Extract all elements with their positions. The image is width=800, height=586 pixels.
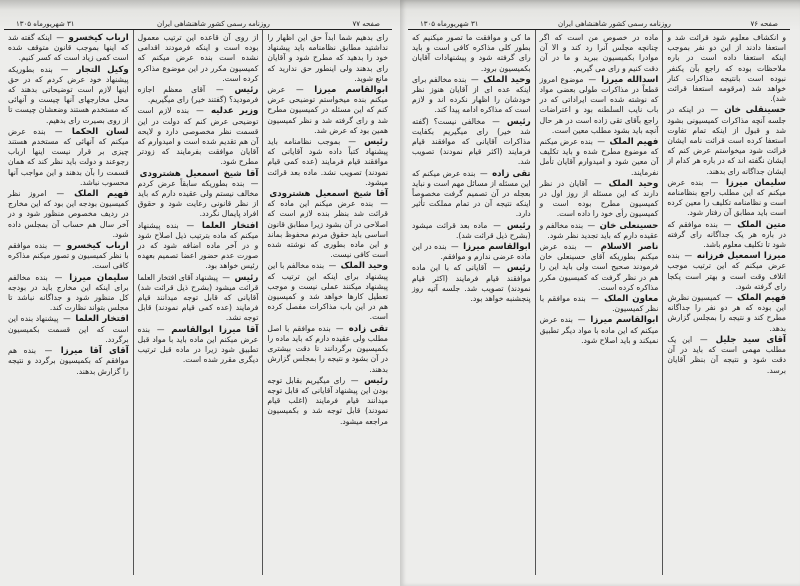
speech-text: پیشنهاد آقای افتخار العلما قرائت میشود (بشرح ذیل قرائت شد) آقایانی که قابل توجه میدانند قیام فرمایند (عده کمی قیام نمودند) قابل توجه نشد. [137, 272, 259, 323]
speech-text: و انکشاف معلوم شود قرائت شد و استعفا دادند از این دو نفر بموجب اینکه استعفا داده است در باره ملاحظات بوده که راجع بآن یکنفر نبوده است بانتیجه مذاکرات کنار خواهد شد (مرقومه استعفا قرائت شد). [667, 33, 786, 104]
speech-text: بنده عرض میکنم که این ترتیب موجب اتلاف وقت است و بهتر است یکجا رای گرفته شود. [667, 251, 786, 291]
issue-date: ۳۱ شهریورماه ۱۳۰۵ [16, 20, 75, 28]
speech-text: رای میگیریم بقابل توجه بودن این پیشنهاد آقایانی که قابل توجه میدانند قیام فرمایند (اغلب قیام نمودند) قابل توجه شد و بکمیسیون مراجعه میشود. [267, 375, 388, 426]
speaker-name: رئیس [234, 272, 259, 283]
speaker-name: فهیم الملک [737, 293, 786, 304]
speech-text: بنده بطوریکه پیشنهاد خود عرض کردم که در حق اینها لازم است توضیحاتی بدهند که محل مخارجهای آنها چیست و آنهائی که مستخدم هستند وضعشان چیست تا از روی بصیرت رای بدهیم. [7, 64, 129, 125]
speech-block [138, 85, 259, 105]
speech-block [267, 85, 388, 136]
speaker-name: وحید الملک [340, 261, 388, 272]
dash-separator: — [587, 294, 603, 304]
dash-separator: — [53, 33, 67, 42]
speech-text: بنده موافقم با نظر کمیسیون. [539, 294, 659, 314]
speaker-name: فهیم الملک [609, 137, 659, 148]
speech-text: موضوع امروز قطعاً در مذاکرات طولی بعضی مواد که نوشته شده است ایراداتی که در باب نایب السلطنه بود و اعتراضات راجع بآقای تقی زاده است در هر حال آنچه باید بشود مطلب معین است. [539, 74, 659, 135]
speaker-name: حسینقلی خان [724, 105, 786, 116]
speech-block [138, 169, 259, 220]
speaker-name: وحید الملک [608, 178, 659, 189]
dash-separator: — [488, 263, 505, 273]
speech-text: بنده مخالفم برای اینکه عده ای از آقایان هنوز نظر خودشان را اظهار نکرده اند و لازم است که مذاکره ادامه پیدا کند. [411, 74, 531, 115]
dash-separator: — [375, 199, 388, 209]
speech-block [267, 376, 388, 427]
speech-text: بنده عرض میکنم که این ماده با مواد دیگر تطبیق نمیکند و باید اصلاح شود. [539, 315, 659, 345]
page-number: صفحه ۷۶ [750, 20, 778, 28]
speaker-name: تقی زاده [492, 168, 531, 179]
speech-text: بنده بطوریکه سابقاً عرض کردم مخالف نیستم ولی عقیده دارم که باید از نظر قانونی رعایت شود و حقوق افراد پایمال نگردد. [137, 178, 259, 219]
speaker-name: وکیل التجار [76, 64, 129, 75]
speech-block [540, 179, 659, 220]
speech-text: بنده موافقم با نظر کمیسیون و تصور میکنم مذاکره کافی است. [7, 241, 129, 271]
speech-block [667, 178, 786, 219]
speaker-name: افتخار العلما [75, 314, 129, 325]
newspaper-title: روزنامه رسمی کشور شاهنشاهی ایران [157, 20, 270, 28]
dash-separator: — [152, 324, 170, 334]
text-column [662, 30, 790, 575]
speech-block [138, 33, 259, 84]
speaker-name: ارباب کیخسرو [68, 33, 129, 43]
speech-text: ماده بعد قرائت میشود (بشرح ذیل قرائت شد). [411, 220, 531, 240]
speaker-name: متین الملک [737, 219, 786, 230]
dash-separator: — [477, 168, 491, 178]
speech-block [8, 65, 129, 126]
speech-block [267, 189, 388, 260]
speech-block [667, 293, 786, 334]
speaker-name: لسان الحکما [71, 126, 129, 137]
speech-block [540, 315, 659, 346]
speaker-name: وحید الملک [483, 74, 531, 85]
speech-block [8, 241, 129, 272]
dash-separator: — [60, 314, 74, 324]
dash-separator: — [180, 220, 200, 230]
speech-text: ما کی و موافقت ما تصور میکنیم که بطور کلی مذاکره کافی است و باید رای گرفته شود و پیشنهادات آقایان بکمیسیون برود. [411, 33, 531, 73]
speech-block [540, 242, 659, 293]
speech-text: بنده موافقم که در باره هر یک جداگانه رای گرفته شود تا تکلیف معلوم باشد. [667, 219, 786, 250]
speech-text: از روی آن قاعده این ترتیب معمول بوده است و اینکه فرمودند اقدامی نشده است بنده عرض میکنم که کمیسیون مکرر در این موضوع مذاکره کرده است. [137, 33, 259, 83]
speech-text: بنده در این ماده عرضی ندارم و موافقم. [411, 242, 531, 262]
speech-text: اینکه گفته شد که اینها بموجب قانون متوقف شده است کمی زیاد است که کسر کنیم. [7, 33, 129, 63]
speech-text: آقایان در نظر دارند که این مسئله از روز اول در کمیسیون مطرح بوده است و کمیسیون رأی خود را داده است. [539, 178, 659, 219]
dash-separator: — [489, 220, 505, 230]
speech-block [138, 325, 259, 366]
speaker-name: آقا شیخ اسمعیل هشترودی [269, 189, 388, 200]
speaker-name: سلیمان میرزا [69, 272, 129, 283]
dash-separator: — [54, 64, 75, 74]
speech-text: آقایانی که با این ماده موافقند قیام فرمایند (اکثر قیام نمودند) تصویب شد. جلسه آتیه روز پنجشنبه خواهد بود. [411, 263, 531, 304]
speech-block [412, 33, 531, 74]
speech-text: آقای معظم اجازه فرمودید؟ (گفتند خیر) رای میگیریم. [137, 85, 259, 105]
speech-text: بنده پیشنهاد میکنم که ماده بترتیب ذیل اصلاح شود و در آخر ماده اضافه شود که در صورت عدم حضور اعضا تصمیم بعهده رئیس خواهد بود. [137, 220, 259, 271]
dash-separator: — [578, 242, 599, 252]
speech-block [540, 221, 659, 241]
speech-block [667, 220, 786, 251]
dash-separator: — [219, 272, 233, 282]
issue-date: ۳۱ شهریورماه ۱۳۰۵ [420, 20, 479, 28]
speech-block [667, 33, 786, 104]
speech-block [8, 273, 129, 314]
dash-separator: — [49, 241, 65, 251]
speech-block [540, 137, 659, 178]
columns [4, 30, 392, 575]
speech-block [540, 294, 659, 314]
dash-separator: — [589, 178, 607, 188]
text-column [262, 30, 392, 575]
speech-text: مخالفی نیست؟ (گفته شد خیر) رای میگیریم بکفایت مذاکرات آقایانی که موافقند قیام فرمایند (اکثر قیام نمودند) تصویب شد. [411, 116, 531, 167]
speaker-name: تقی زاده [348, 323, 388, 334]
dash-separator: — [705, 177, 724, 187]
dash-separator: — [246, 178, 259, 188]
newspaper-title: روزنامه رسمی کشور شاهنشاهی ایران [558, 20, 671, 28]
speech-block [267, 33, 388, 84]
speech-text: در اینکه در جلسه آنچه مذاکرات کمیسیونی بشود شد و قبول از اینکه تمام تفاوت استعفا کرده است قرائت نامه ایشان قرائت شود میخواستم عرض کنم که ایشان نگفته اند که در باره هر کدام از ایشان جداگانه رای بدهند. [667, 105, 786, 176]
dash-separator: — [287, 85, 313, 95]
dash-separator: — [342, 137, 363, 147]
speech-text: بموجب نظامنامه باید پیشنهاد کتباً داده شود آقایانی که موافقند قیام فرمایند (عده کمی قیام نمودند) تصویب نشد. ماده بعد قرائت میشود. [267, 137, 388, 187]
dash-separator: — [719, 219, 736, 229]
speech-block [8, 189, 129, 240]
speech-block [412, 117, 531, 168]
speech-text: عرض میکنم بنده میخواستم توضیحی عرض کنم که این مسئله در کمیسیون مطرح شد و رای گرفته شد و نظر کمیسیون همین بود که عرض شد. [267, 85, 388, 135]
speech-block [138, 273, 259, 324]
text-column [133, 30, 263, 575]
speaker-name: رئیس [364, 375, 389, 386]
speaker-name: افتخار العلما [201, 220, 259, 231]
speaker-name: حسینعلی خان [599, 220, 659, 231]
speaker-name: ارباب کیخسرو [66, 241, 129, 252]
dash-separator: — [332, 323, 347, 333]
speaker-name: معاون الملک [604, 294, 659, 305]
speaker-name: سلیمان میرزا [725, 177, 787, 188]
dash-separator: — [585, 74, 600, 84]
dash-separator: — [585, 220, 598, 230]
speech-text: کمیسیون نظرش این بوده که هر دو نفر را جداگانه مطرح کند و نتیجه را بمجلس گزارش بدهد. [667, 293, 786, 333]
dash-separator: — [38, 346, 59, 356]
speech-block [412, 242, 531, 262]
speaker-name: رئیس [506, 263, 531, 274]
speech-text: بنده عرض میکنم که آنهائی که مستخدم هستند چیزی بر قرار نیست اینها ارباب رجوعند و دولت باید نظر کند که همان قسمت را بآن بدهند و این مواجب آنها محسوب نباشد. [7, 126, 129, 187]
speech-block [667, 251, 786, 292]
speech-text: بنده هم موافقم که بکمیسیون برگردد و نتیجه را گزارش بدهند. [7, 346, 129, 376]
speaker-name: آقا شیخ اسمعیل هشترودی [139, 168, 259, 179]
speaker-name: ابوالقاسم میرزا [590, 315, 659, 326]
dash-separator: — [49, 272, 68, 282]
speaker-name: رئیس [506, 220, 531, 231]
speech-text: بنده عرض میکنم که این مطلب راجع بنظامنامه است و نظامنامه تکلیف را معین کرده است باید مطابق آن رفتار شود. [667, 177, 786, 218]
speech-text: پیشنهاد بنده این است که این قسمت بکمیسیون برگردد. [7, 314, 129, 344]
speaker-name: ناصر الاسلام [600, 242, 659, 253]
speech-block [267, 324, 388, 375]
dash-separator: — [191, 106, 209, 116]
speech-text: رای بدهیم شما ابداً حق این اظهار را نداشتید مطابق نظامنامه باید پیشنهاد خود را بدهید که مطرح شود و آقایان رای بدهند ولی اینطور حق ندارید که مانع شوید. [267, 33, 388, 83]
speech-text: بنده موافقم با اصل مطلب ولی عقیده دارم که باید ماده را بکمیسیون برگردانند تا دقت بیشتری در آن بشود و نتیجه را بمجلس گزارش بدهند. [267, 323, 388, 374]
speaker-name: رئیس [234, 85, 259, 96]
speaker-name: ابوالقاسم میرزا [314, 85, 388, 96]
page-header [4, 14, 392, 30]
speech-text: بنده لازم است توضیحی عرض کنم که دولت در این قسمت نظر مخصوصی دارد و لایحه آن هم تقدیم شده است و امیدوارم که آقایان موافقت بفرمایند که زودتر مطرح شود. [137, 106, 259, 167]
dash-separator: — [681, 251, 695, 261]
speech-block [138, 106, 259, 167]
speech-text: بنده عرض میکنم بطوریکه آقای حسینعلی خان فرمودند صحیح است ولی باید این را هم در نظر گرفت که کمیسیون مکرر مذاکره کرده است. [539, 242, 659, 292]
speaker-name: فهیم الملک [74, 189, 129, 200]
speech-text: بنده عرض میکنم که این مسئله از مسائل مهم است و نباید بعجله در آن تصمیم گرفت مخصوصاً اینکه نتیجه آن در تمام مملکت تأثیر دارد. [411, 168, 531, 219]
dash-separator: — [207, 85, 233, 95]
speech-block [412, 75, 531, 116]
speaker-name: آقای سید جلیل [715, 334, 787, 345]
speech-text: امروز نظر کمیسیون بودجه این بود که این مخارج در ردیف مخصوص منظور شود و در آخر سال هم حساب آن بمجلس داده شود. [7, 189, 129, 239]
speech-block [412, 221, 531, 241]
speech-block [540, 75, 659, 136]
speech-text: بنده مخالفم با این پیشنهاد برای اینکه این ترتیب که پیشنهاد میکنند عملی نیست و موجب تعطیل کارها خواهد شد و کمیسیون هم در این باب مذاکرات مفصل کرده است. [267, 261, 388, 322]
speech-text: بنده مخالفم و عقیده دارم که باید تجدید نظر شود. [539, 220, 659, 240]
dash-separator: — [694, 334, 714, 344]
speaker-name: میرزا اسمعیل فرزانه [696, 251, 787, 262]
dash-separator: — [47, 126, 70, 136]
dash-separator: — [448, 242, 462, 252]
dash-separator: — [326, 261, 339, 271]
speaker-name: اسدالله میرزا [601, 74, 659, 85]
speech-block [267, 261, 388, 322]
dash-separator: — [594, 137, 608, 147]
speaker-name: رئیس [506, 116, 531, 127]
speech-text: بنده عرض میکنم این ماده باید با مواد قبل تطبیق شود زیرا در ماده قبل ترتیب دیگری مقرر شده است. [137, 324, 259, 365]
dash-separator: — [706, 105, 723, 115]
text-column [4, 30, 133, 575]
speech-text: بنده عرض میکنم این ماده که قرائت شد بنظر بنده لازم است که اصلاحی در آن بشود زیرا مطابق قانون اساسی باید حقوق مردم محفوظ بماند و این ماده بطوری که نوشته شده است کافی نیست. [267, 199, 388, 260]
columns [408, 30, 790, 575]
speaker-name: ابوالقاسم میرزا [463, 242, 531, 253]
text-column [408, 30, 535, 575]
dash-separator: — [347, 375, 363, 385]
speech-block [412, 263, 531, 304]
speech-block [8, 346, 129, 377]
speech-text: این یک مطلب مهمی است که باید در آن دقت شود و نتیجه آن بنظر آقایان برسد. [667, 334, 786, 375]
speaker-name: رئیس [364, 137, 388, 148]
dash-separator: — [468, 74, 482, 84]
speech-block [540, 33, 659, 74]
dash-separator: — [722, 293, 736, 303]
speaker-name: آقا میرزا ابوالقاسم [171, 324, 259, 335]
speaker-name: وزیر عدلیه [210, 106, 259, 117]
speech-block [8, 314, 129, 345]
speech-block [8, 33, 129, 64]
speech-block [412, 169, 531, 220]
speech-block [8, 127, 129, 188]
speaker-name: آقای آقا میرزا [60, 346, 129, 357]
dash-separator: — [487, 116, 505, 126]
speech-block [138, 221, 259, 272]
speech-block [267, 137, 388, 188]
text-column [535, 30, 663, 575]
speech-text: بنده عرض میکنم که موضوع مطرح شده و باید تکلیف آن معین شود و امیدوارم آقایان تأمل نفرمایند. [539, 137, 659, 177]
speech-block [667, 335, 786, 376]
dash-separator: — [574, 315, 589, 325]
page-header [408, 14, 790, 30]
dash-separator: — [48, 189, 73, 199]
page-right [400, 0, 800, 586]
speech-block [667, 105, 786, 176]
speech-text: ماده در خصوص من است که اگر چنانچه مجلس آنرا رد کند و الا آن موادرا بکمیسیون ببرید و ما در آن دقت کنیم و رای می گیریم. [539, 33, 659, 73]
speech-text: بنده مخالفم برای اینکه این مخارج باید در بودجه کل منظور شود و جداگانه نباشد تا مجلس بتواند نظارت کند. [7, 272, 129, 313]
page-number: صفحه ۷۷ [352, 20, 380, 28]
